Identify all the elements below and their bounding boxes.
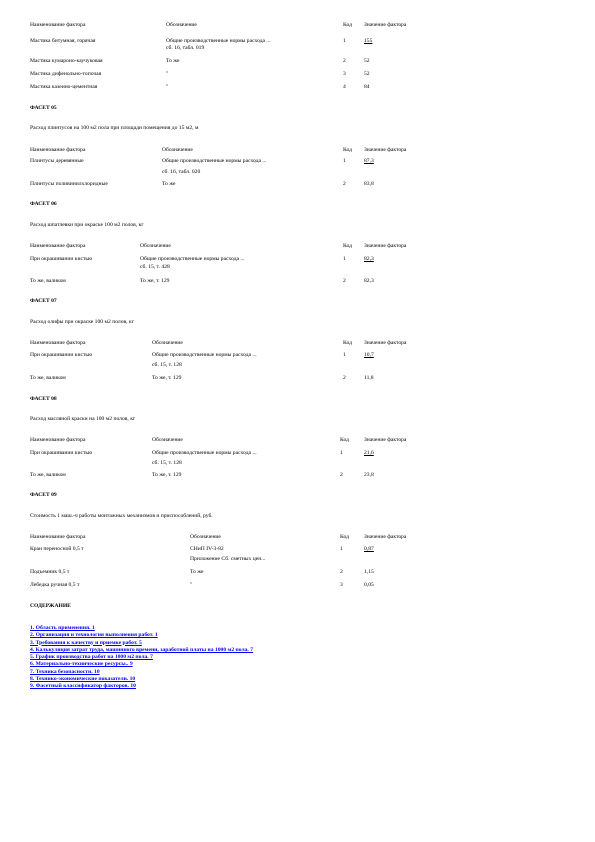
factor-value: 11,8 bbox=[364, 375, 374, 381]
designation: " bbox=[190, 582, 193, 588]
col-factor-name: Наименование фактора bbox=[30, 340, 86, 346]
col-factor-value: Значение фактора bbox=[364, 340, 407, 346]
code: 3 bbox=[340, 582, 343, 588]
col-code: Код bbox=[340, 437, 349, 443]
factor-value: 23,8 bbox=[364, 472, 374, 478]
designation: Общие производственные нормы расхода ... bbox=[152, 450, 257, 456]
toc-title: СОДЕРЖАНИЕ bbox=[30, 603, 71, 609]
factor-name: Мастика дифенольно-топочая bbox=[30, 71, 102, 77]
col-designation: Обозначение bbox=[166, 22, 197, 28]
designation: То же bbox=[190, 569, 204, 575]
designation: Общие производственные нормы расхода ... bbox=[162, 158, 267, 164]
factor-name: Плинтусы деревянные bbox=[30, 158, 84, 164]
designation: То же, т. 129 bbox=[152, 375, 182, 381]
facet-06-caption: Расход шпатлевки при окраске 100 м2 полов, кг bbox=[30, 222, 144, 228]
designation: Общие производственные нормы расхода ... bbox=[166, 38, 271, 44]
col-factor-name: Наименование фактора bbox=[30, 147, 86, 153]
col-factor-value: Значение фактора bbox=[364, 243, 407, 249]
factor-name: Мастика битумная, горячая bbox=[30, 38, 96, 44]
code: 1 bbox=[343, 38, 346, 44]
col-code: Код bbox=[343, 340, 352, 346]
col-code: Код bbox=[343, 243, 352, 249]
col-designation: Обозначение bbox=[190, 534, 221, 540]
code: 3 bbox=[343, 71, 346, 77]
designation-ref: сб. 15, т. 128 bbox=[152, 460, 182, 466]
designation-ref: сб. 16, табл. 019 bbox=[166, 45, 205, 51]
factor-value: 0,87 bbox=[364, 546, 374, 552]
toc-link-3[interactable]: 3. Требования к качеству и приемке работ. 5 bbox=[30, 639, 142, 646]
col-designation: Обозначение bbox=[152, 437, 183, 443]
facet-05-heading: ФАСЕТ 05 bbox=[30, 105, 57, 111]
factor-value: 82,3 bbox=[364, 256, 374, 262]
facet-07-heading: ФАСЕТ 07 bbox=[30, 298, 57, 304]
toc-link-8[interactable]: 8. Технико-экономические показатели. 10 bbox=[30, 676, 136, 683]
col-designation: Обозначение bbox=[140, 243, 171, 249]
toc-link-7[interactable]: 7. Техника безопасности. 10 bbox=[30, 668, 100, 675]
factor-value: 52 bbox=[364, 71, 370, 77]
code: 1 bbox=[343, 256, 346, 262]
facet-07-caption: Расход олифы при окраске 100 м2 полов, кг bbox=[30, 319, 134, 325]
designation: Общие производственные нормы расхода ... bbox=[140, 256, 245, 262]
facet-09-heading: ФАСЕТ 09 bbox=[30, 492, 57, 498]
factor-value: 82,3 bbox=[364, 278, 374, 284]
code: 2 bbox=[343, 278, 346, 284]
col-factor-value: Значение фактора bbox=[364, 147, 407, 153]
factor-name: Кран переносной 0,5 т bbox=[30, 546, 84, 552]
toc-link-9[interactable]: 9. Фасетный классификатор факторов. 10 bbox=[30, 683, 136, 690]
factor-name: Мастика казеино-цементная bbox=[30, 84, 98, 90]
factor-value: 83,8 bbox=[364, 181, 374, 187]
code: 1 bbox=[343, 158, 346, 164]
toc-link-4[interactable]: 4. Калькуляция затрат труда, машинного времени, заработной платы на 1000 м2 пола. 7 bbox=[30, 646, 254, 653]
factor-value: 155 bbox=[364, 38, 373, 44]
facet-05-caption: Расход плинтусов на 100 м2 пола при площади помещения до 15 м2, м bbox=[30, 125, 199, 131]
designation-ref: сб. 15, т. 428 bbox=[140, 264, 170, 270]
code: 4 bbox=[343, 84, 346, 90]
col-code: Код bbox=[343, 147, 352, 153]
designation-ref: сб. 16, табл. 020 bbox=[162, 169, 201, 175]
factor-value: 87,3 bbox=[364, 158, 374, 164]
designation: СНиП IV-3-82 bbox=[190, 546, 224, 552]
table-of-contents bbox=[30, 625, 570, 691]
col-factor-value: Значение фактора bbox=[364, 534, 407, 540]
toc-link-5[interactable]: 5. График производства работ на 1000 м2 пола. 7 bbox=[30, 654, 153, 661]
code: 2 bbox=[343, 58, 346, 64]
factor-value: 10,7 bbox=[364, 352, 374, 358]
facet-09-caption: Стоимость 1 маш.-ч работы монтажных механизмов и приспособлений, руб. bbox=[30, 513, 213, 519]
facet-08-caption: Расход масляной краски на 100 м2 полов, кг bbox=[30, 416, 136, 422]
designation-ref: Приложение Сб. сметных цен... bbox=[190, 556, 266, 562]
col-factor-value: Значение фактора bbox=[364, 437, 407, 443]
factor-value: 21,6 bbox=[364, 450, 374, 456]
factor-name: Лебедка ручная 0,5 т bbox=[30, 582, 80, 588]
factor-value: 84 bbox=[364, 84, 370, 90]
code: 2 bbox=[340, 569, 343, 575]
factor-name: Подъемник 0,5 т bbox=[30, 569, 70, 575]
designation: Общие производственные нормы расхода ... bbox=[152, 352, 257, 358]
toc-link-1[interactable]: 1. Область применения. 1 bbox=[30, 625, 95, 631]
designation: То же bbox=[166, 58, 180, 64]
factor-value: 1,15 bbox=[364, 569, 374, 575]
toc-link-6[interactable]: 6. Материально-технические ресурсы.. 9 bbox=[30, 661, 133, 668]
col-designation: Обозначение bbox=[162, 147, 193, 153]
factor-name: То же, валиком bbox=[30, 472, 66, 478]
col-factor-name: Наименование фактора bbox=[30, 22, 86, 28]
col-designation: Обозначение bbox=[152, 340, 183, 346]
code: 1 bbox=[340, 450, 343, 456]
factor-name: Плинтусы поливинилхлоридные bbox=[30, 181, 108, 187]
factor-name: При окрашивании кистью bbox=[30, 352, 93, 358]
designation: То же bbox=[162, 181, 176, 187]
designation: " bbox=[166, 71, 169, 77]
factor-value: 52 bbox=[364, 58, 370, 64]
designation-ref: сб. 15, т. 128 bbox=[152, 362, 182, 368]
facet-06-heading: ФАСЕТ 06 bbox=[30, 201, 57, 207]
factor-name: При окрашивании кистью bbox=[30, 450, 93, 456]
factor-name: При окрашивании кистью bbox=[30, 256, 93, 262]
factor-name: То же, валиком bbox=[30, 375, 66, 381]
col-factor-name: Наименование фактора bbox=[30, 534, 86, 540]
col-code: Код bbox=[340, 534, 349, 540]
col-factor-value: Значение фактора bbox=[364, 22, 407, 28]
col-factor-name: Наименование фактора bbox=[30, 243, 86, 249]
code: 1 bbox=[340, 546, 343, 552]
factor-name: Мастика кумароно-каучуковая bbox=[30, 58, 103, 64]
designation: То же, т. 129 bbox=[140, 278, 170, 284]
code: 2 bbox=[340, 472, 343, 478]
facet-08-heading: ФАСЕТ 08 bbox=[30, 396, 57, 402]
col-factor-name: Наименование фактора bbox=[30, 437, 86, 443]
designation: " bbox=[166, 84, 169, 90]
toc-link-2[interactable]: 2. Организация и технология выполнения работ. 1 bbox=[30, 632, 158, 639]
code: 2 bbox=[343, 181, 346, 187]
designation: То же, т. 129 bbox=[152, 472, 182, 478]
col-code: Код bbox=[343, 22, 352, 28]
code: 1 bbox=[343, 352, 346, 358]
code: 2 bbox=[343, 375, 346, 381]
factor-value: 0,05 bbox=[364, 582, 374, 588]
factor-name: То же, валиком bbox=[30, 278, 66, 284]
